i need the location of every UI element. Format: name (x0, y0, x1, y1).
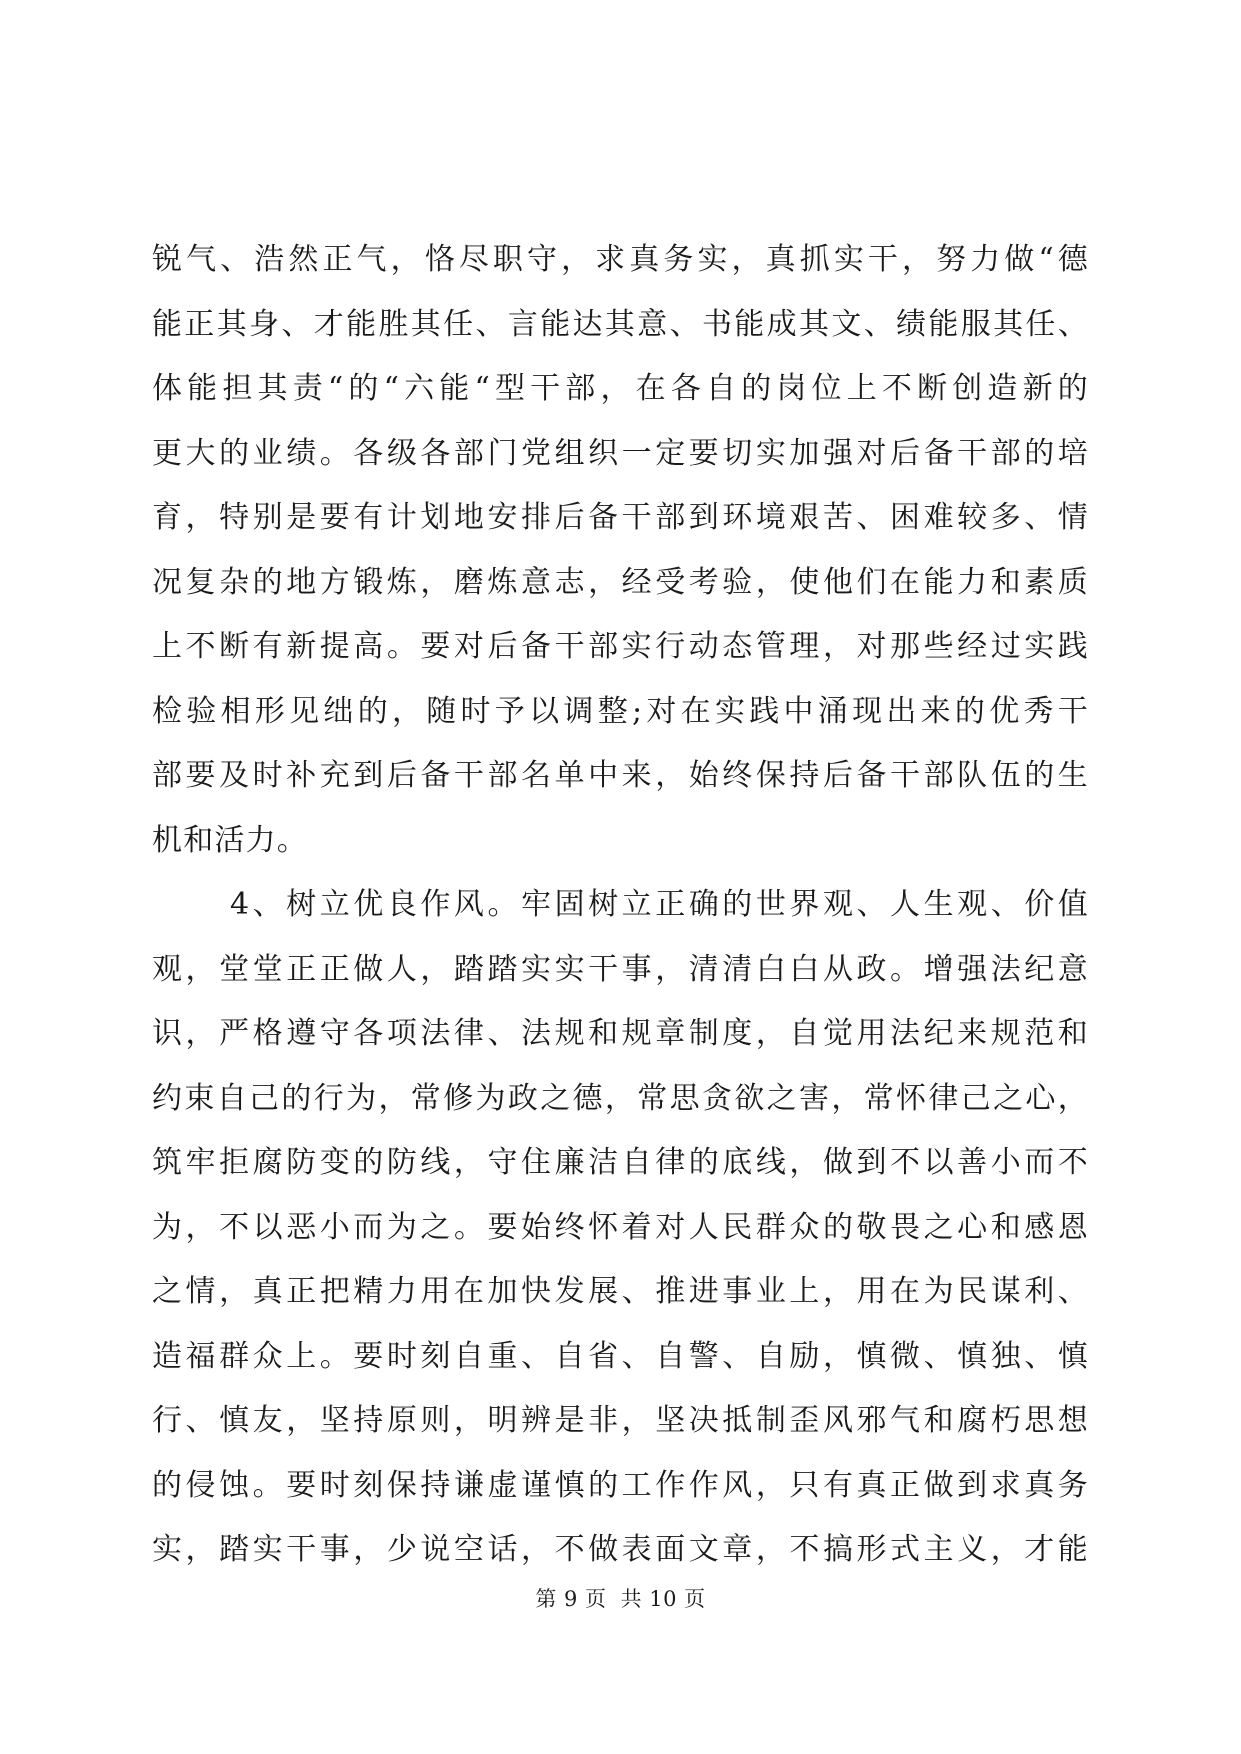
text-line: 观，堂堂正正做人，踏踏实实干事，清清白白从政。增强法纪意 (152, 951, 1089, 987)
text-line: 识，严格遵守各项法律、法规和规章制度，自觉用法纪来规范和 (152, 1016, 1089, 1051)
text-line: 行、慎友，坚持原则，明辨是非，坚决抵制歪风邪气和腐朽思想 (152, 1403, 1089, 1438)
text-line: 实，踏实干事，少说空话，不做表面文章，不搞形式主义，才能 (152, 1532, 1089, 1567)
text-line: 造福群众上。要时刻自重、自省、自警、自励，慎微、慎独、慎 (152, 1338, 1089, 1374)
text-line: 机和活力。 (152, 822, 308, 858)
section-heading-line: 4、树立优良作风。牢固树立正确的世界观、人生观、价值 (230, 887, 1089, 922)
text-line: 育，特别是要有计划地安排后备干部到环境艰苦、困难较多、情 (152, 500, 1089, 535)
text-line: 部要及时补充到后备干部名单中来，始终保持后备干部队伍的生 (152, 758, 1089, 793)
page-footer (0, 1583, 1241, 1613)
text-line: 筑牢拒腐防变的防线，守住廉洁自律的底线，做到不以善小而不 (152, 1145, 1089, 1180)
text-line: 况复杂的地方锻炼，磨炼意志，经受考验，使他们在能力和素质 (152, 564, 1089, 600)
text-line: 为，不以恶小而为之。要始终怀着对人民群众的敬畏之心和感恩 (152, 1209, 1089, 1245)
page-number: 第 9 页 (535, 1587, 607, 1611)
body-text (152, 228, 1089, 1583)
total-pages: 共 10 页 (620, 1587, 706, 1611)
text-line: 约束自己的行为，常修为政之德，常思贪欲之害，常怀律己之心， (152, 1080, 1089, 1116)
text-line: 体能担其责“的“六能“型干部，在各自的岗位上不断创造新的 (152, 371, 1089, 406)
text-line: 之情，真正把精力用在加快发展、推进事业上，用在为民谋利、 (152, 1274, 1089, 1309)
text-line: 检验相形见绌的，随时予以调整;对在实践中涌现出来的优秀干 (152, 693, 1089, 729)
text-line: 能正其身、才能胜其任、言能达其意、书能成其文、绩能服其任、 (152, 306, 1089, 342)
text-line: 上不断有新提高。要对后备干部实行动态管理，对那些经过实践 (152, 629, 1089, 664)
text-line: 锐气、浩然正气，恪尽职守，求真务实，真抓实干，努力做“德 (152, 242, 1089, 277)
text-line: 的侵蚀。要时刻保持谦虚谨慎的工作作风，只有真正做到求真务 (152, 1467, 1089, 1503)
text-line: 更大的业绩。各级各部门党组织一定要切实加强对后备干部的培 (152, 435, 1089, 471)
